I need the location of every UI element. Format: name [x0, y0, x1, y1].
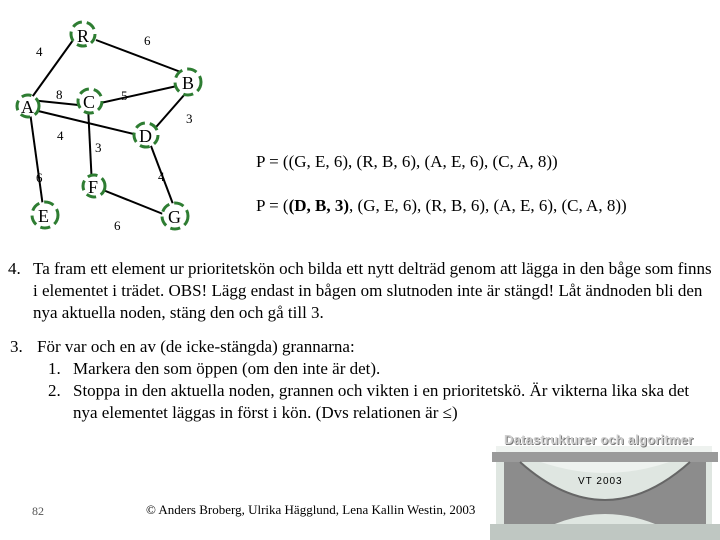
- node-d-label: D: [139, 126, 152, 146]
- node-f: [83, 175, 105, 197]
- sub-2-number: 2.: [48, 381, 61, 400]
- weight-f-g: 6: [114, 218, 121, 233]
- node-b: [175, 69, 201, 95]
- priority-queue-line-2: [256, 196, 627, 216]
- node-c-label: C: [83, 92, 96, 112]
- edge-a-e: [30, 112, 44, 214]
- step-3-sub-2: [10, 380, 715, 424]
- weight-d-g: 4: [158, 169, 165, 184]
- weight-a-d: 4: [57, 128, 64, 143]
- copyright-notice: © Anders Broberg, Ulrika Hägglund, Lena Kallin Westin, 2003: [146, 502, 476, 517]
- weight-r-b: 6: [144, 33, 151, 48]
- node-g: [162, 203, 188, 229]
- node-a-label: A: [21, 97, 34, 117]
- step-3-header: [10, 336, 715, 358]
- weight-c-f: 3: [95, 140, 102, 155]
- node-c: [78, 89, 102, 113]
- graph-nodes: [17, 22, 201, 229]
- edge-r-b: [96, 40, 186, 74]
- node-g-label: G: [168, 207, 181, 227]
- pq2-rest: , (G, E, 6), (R, B, 6), (A, E, 6), (C, A, 8)): [349, 196, 627, 215]
- node-r: [71, 22, 95, 46]
- graph-edges: [30, 36, 195, 216]
- course-title: Datastrukturer och algoritmer: [504, 432, 694, 447]
- weight-c-b: 5: [121, 88, 128, 103]
- weight-a-c: 8: [56, 87, 63, 102]
- node-e-label: E: [38, 206, 49, 226]
- page-number: 82: [32, 504, 44, 518]
- weight-r-a: 4: [36, 44, 43, 59]
- node-a: [17, 95, 39, 117]
- priority-queue-line-1: P = ((G, E, 6), (R, B, 6), (A, E, 6), (C, A, 8)): [256, 152, 558, 171]
- step-4-text: Ta fram ett element ur prioritetskön och bilda ett nytt delträd genom att lägga in den båge som finns i elementet i trädet. OBS! Lägg endast in bågen om slutnoden inte är stängd! Låt ändnoden bli den nya aktuella noden, stäng den och gå till 3.: [33, 259, 712, 322]
- node-e: [32, 202, 58, 228]
- weight-b-d: 3: [186, 111, 193, 126]
- step-3-text: För var och en av (de icke-stängda) grannarna:: [37, 337, 355, 356]
- sub-2-text: Stoppa in den aktuella noden, grannen och vikten i en prioritetskö. Är vikterna lika ska det nya elementet läggas in först i kön. (Dvs relationen är ≤): [73, 381, 690, 422]
- edge-f-g: [98, 188, 168, 216]
- sub-1-number: 1.: [48, 359, 61, 378]
- edge-weight-labels: [36, 33, 193, 233]
- step-3-sub-1: [10, 358, 715, 380]
- node-f-label: F: [88, 177, 99, 197]
- step-3-number: 3.: [10, 337, 23, 356]
- pq2-highlight: (D, B, 3): [288, 196, 350, 215]
- weight-a-e: 6: [36, 170, 43, 185]
- algorithm-step-3: [10, 336, 715, 424]
- step-4-number: 4.: [8, 259, 21, 278]
- node-b-label: B: [182, 73, 195, 93]
- node-r-label: R: [77, 26, 90, 46]
- course-term: VT 2003: [578, 476, 623, 487]
- sub-1-text: Markera den som öppen (om den inte är det).: [73, 359, 381, 378]
- pq2-prefix: P = (: [256, 196, 289, 215]
- node-d: [134, 123, 158, 147]
- edge-c-b: [96, 84, 186, 104]
